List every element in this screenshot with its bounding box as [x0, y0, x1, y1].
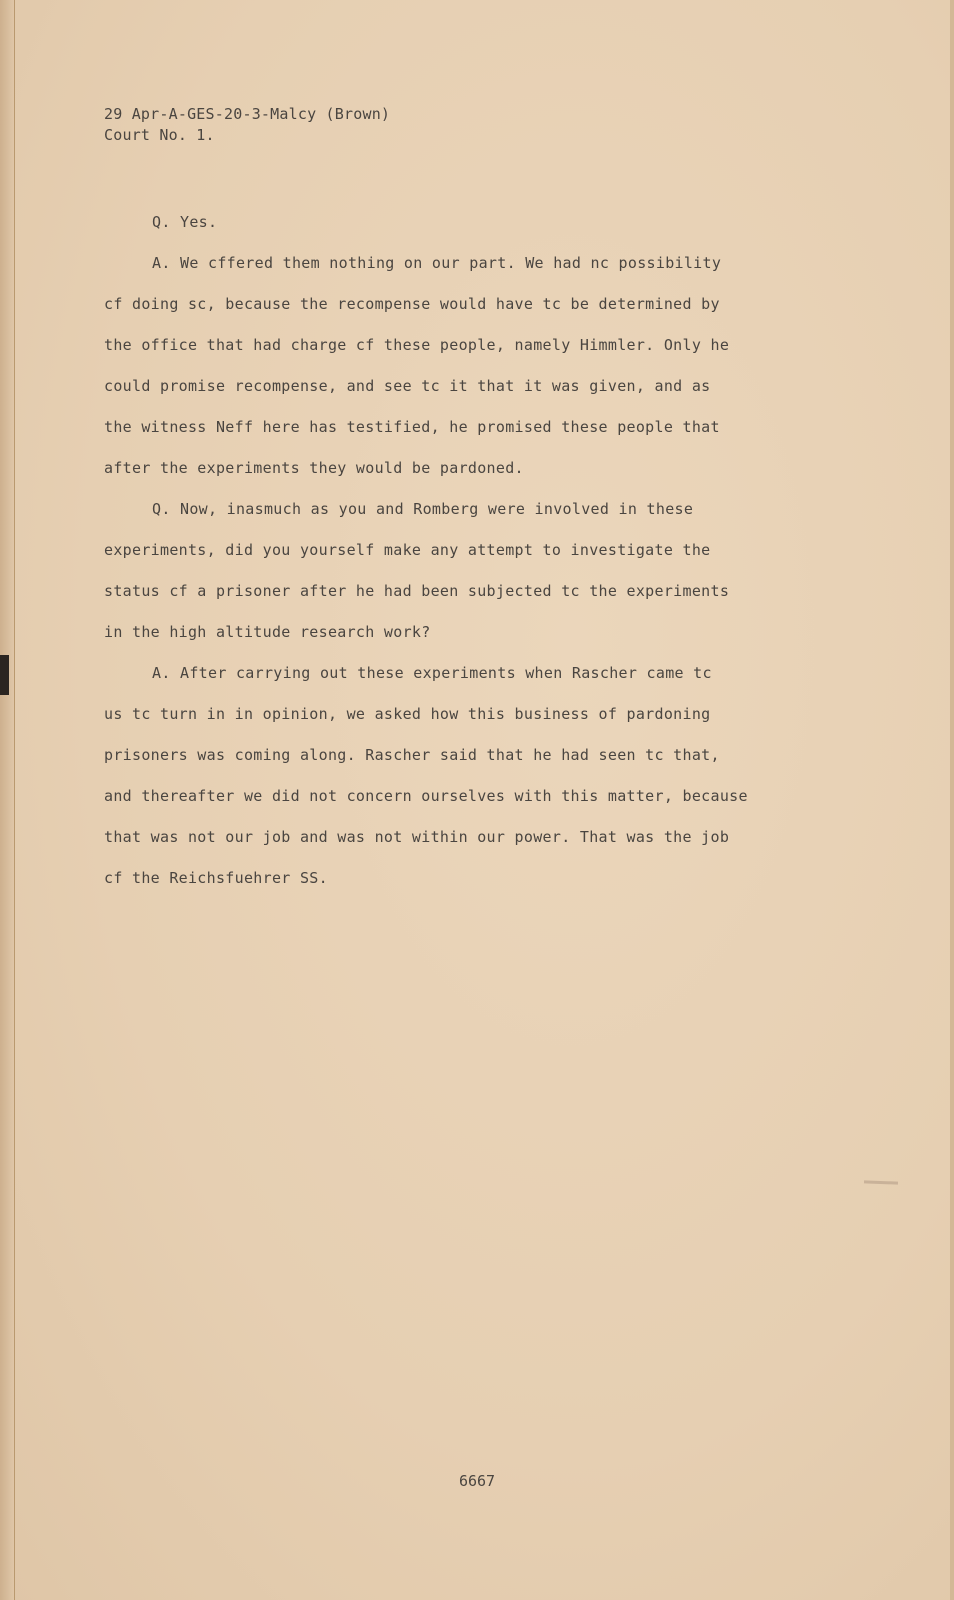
- transcript-body: [104, 202, 804, 899]
- text-line: the office that had charge cf these people, namely Himmler. Only he: [104, 336, 730, 354]
- text-line: us tc turn in in opinion, we asked how this business of pardoning: [104, 705, 711, 723]
- text-line: could promise recompense, and see tc it that it was given, and as: [104, 377, 711, 395]
- text-line: status cf a prisoner after he had been subjected tc the experiments: [104, 582, 730, 600]
- question-line: Q. Yes.: [152, 213, 218, 231]
- text-line: in the high altitude research work?: [104, 623, 431, 641]
- page-left-edge: [0, 0, 15, 1600]
- answer-line: A. After carrying out these experiments when Rascher came tc: [152, 664, 712, 682]
- text-line: cf doing sc, because the recompense would have tc be determined by: [104, 295, 720, 313]
- header-line-1: 29 Apr-A-GES-20-3-Malcy (Brown): [104, 105, 391, 123]
- document-header: [104, 104, 390, 146]
- page-right-edge: [950, 0, 954, 1600]
- page-number: 6667: [458, 1472, 496, 1490]
- text-line: experiments, did you yourself make any attempt to investigate the: [104, 541, 711, 559]
- text-line: the witness Neff here has testified, he promised these people that: [104, 418, 720, 436]
- text-line: after the experiments they would be pardoned.: [104, 459, 524, 477]
- header-line-2: Court No. 1.: [104, 126, 215, 144]
- answer-line: A. We cffered them nothing on our part. We had nc possibility: [152, 254, 722, 272]
- text-line: and thereafter we did not concern ourselves with this matter, because: [104, 787, 748, 805]
- text-line: cf the Reichsfuehrer SS.: [104, 869, 328, 887]
- text-line: prisoners was coming along. Rascher said that he had seen tc that,: [104, 746, 720, 764]
- paper-scratch: [864, 1180, 898, 1184]
- text-line: that was not our job and was not within our power. That was the job: [104, 828, 730, 846]
- binding-mark: [0, 655, 9, 695]
- question-line: Q. Now, inasmuch as you and Romberg were involved in these: [152, 500, 694, 518]
